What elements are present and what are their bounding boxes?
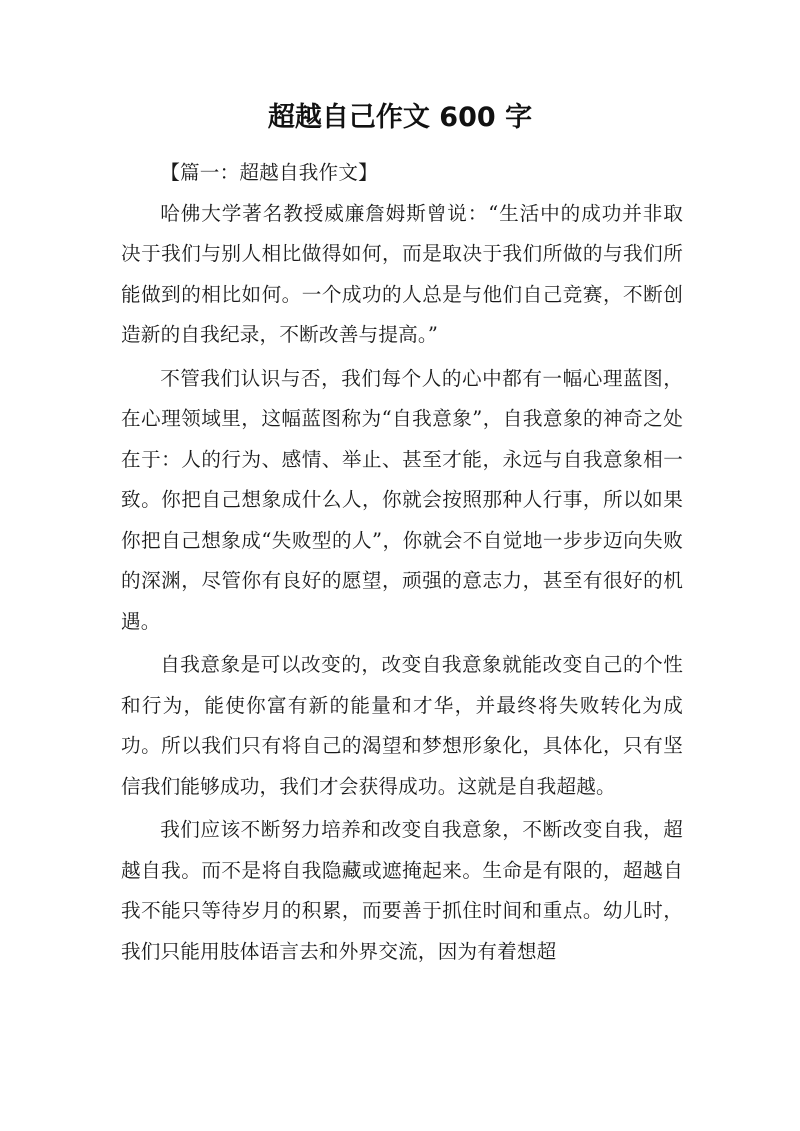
document-title: 超越自己作文 600 字 (267, 102, 533, 133)
paragraph-1: 哈佛大学著名教授威廉詹姆斯曾说：“生活中的成功并非取决于我们与别人相比做得如何，而是取决于我们所做的与我们所能做到的相比如何。一个成功的人总是与他们自己竞赛，不断创造新的自我纪录，不断改善与提高。” (121, 201, 683, 346)
paragraph-2: 不管我们认识与否，我们每个人的心中都有一幅心理蓝图，在心理领域里，这幅蓝图称为“自我意象”，自我意象的神奇之处在于：人的行为、感情、举止、甚至才能，永远与自我意象相一致。你把自己想象成什么人，你就会按照那种人行事，所以如果你把自己想象成“失败型的人”，你就会不自觉地一步步迈向失败的深渊，尽管你有良好的愿望，顽强的意志力，甚至有很好的机遇。 (121, 366, 683, 633)
paragraph-3: 自我意象是可以改变的，改变自我意象就能改变自己的个性和行为，能使你富有新的能量和才华，并最终将失败转化为成功。所以我们只有将自己的渴望和梦想形象化，具体化，只有坚信我们能够成功，我们才会获得成功。这就是自我超越。 (121, 653, 683, 798)
document-body (121, 153, 683, 972)
section-heading: 【篇一：超越自我作文】 (160, 161, 378, 184)
paragraph-4: 我们应该不断努力培养和改变自我意象，不断改变自我，超越自我。而不是将自我隐藏或遮掩起来。生命是有限的，超越自我不能只等待岁月的积累，而要善于抓住时间和重点。幼儿时，我们只能用肢体语言去和外界交流，因为有着想超 (121, 818, 683, 963)
